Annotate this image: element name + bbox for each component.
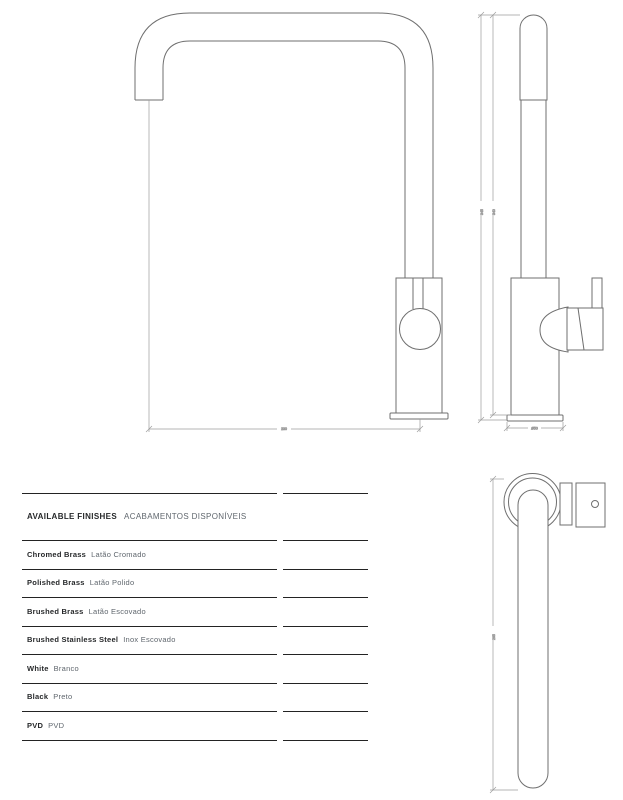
finish-name-en: Polished Brass (27, 578, 85, 588)
finish-row-brushed-stainless-steel (22, 626, 368, 655)
finish-row-black (22, 683, 368, 712)
finish-name-pt: PVD (48, 720, 65, 730)
spout-plan (518, 490, 548, 788)
handle-connector-plan (560, 483, 572, 525)
finish-name-en: Black (27, 692, 49, 702)
finish-name-en: Brushed Brass (27, 606, 84, 616)
top-plan (504, 474, 605, 789)
finishes-heading-en: AVAILABLE FINISHES (27, 512, 118, 521)
dimension-heights (478, 12, 520, 423)
finish-row-pvd (22, 711, 368, 740)
handle-joint-bulge (540, 307, 568, 352)
finish-name-pt: Latão Cromado (91, 549, 147, 559)
finish-name-en: Brushed Stainless Steel (27, 635, 119, 645)
dimension-label-base: Ø50 (531, 426, 538, 431)
lever-handle (540, 278, 603, 352)
spout-profile (520, 15, 547, 100)
finishes-table-header (22, 493, 368, 540)
finish-name-en: PVD (27, 720, 44, 730)
spout-tube-outline (135, 13, 433, 278)
handle-end-plan (576, 483, 605, 527)
finishes-table (22, 493, 368, 740)
finish-row-brushed-brass (22, 597, 368, 626)
dimension-spout-reach (146, 100, 423, 432)
front-view-drawing (125, 5, 455, 437)
finish-name-en: White (27, 663, 49, 673)
dimension-label-reach: 230 (281, 427, 287, 431)
side-view-drawing (455, 5, 623, 437)
finish-name-pt: Latão Escovado (88, 606, 146, 616)
dimension-label-total-height: 345 (480, 209, 484, 215)
finish-name-pt: Latão Polido (89, 578, 135, 588)
finish-name-pt: Branco (53, 663, 79, 673)
dimension-label-plan-length: 265 (492, 634, 496, 640)
finish-row-white (22, 654, 368, 683)
base-flange (390, 413, 448, 419)
finish-name-en: Chromed Brass (27, 549, 87, 559)
dimension-base-width (504, 422, 566, 431)
riser-tube (521, 100, 546, 278)
dimension-label-spout-height: 340 (492, 209, 496, 215)
side-base-flange (507, 415, 563, 421)
finish-name-pt: Inox Escovado (123, 635, 176, 645)
side-profile (507, 15, 563, 421)
lever-rod (592, 278, 602, 308)
handle-joint-circle (400, 309, 441, 350)
finish-row-polished-brass (22, 569, 368, 598)
cartridge-stem (413, 278, 423, 309)
faucet-body (390, 278, 448, 419)
finish-row-chromed-brass (22, 540, 368, 569)
top-view-drawing (440, 460, 623, 800)
finishes-heading-pt: ACABAMENTOS DISPONÍVEIS (124, 512, 247, 521)
finish-name-pt: Preto (53, 692, 73, 702)
lever-body (567, 308, 603, 350)
